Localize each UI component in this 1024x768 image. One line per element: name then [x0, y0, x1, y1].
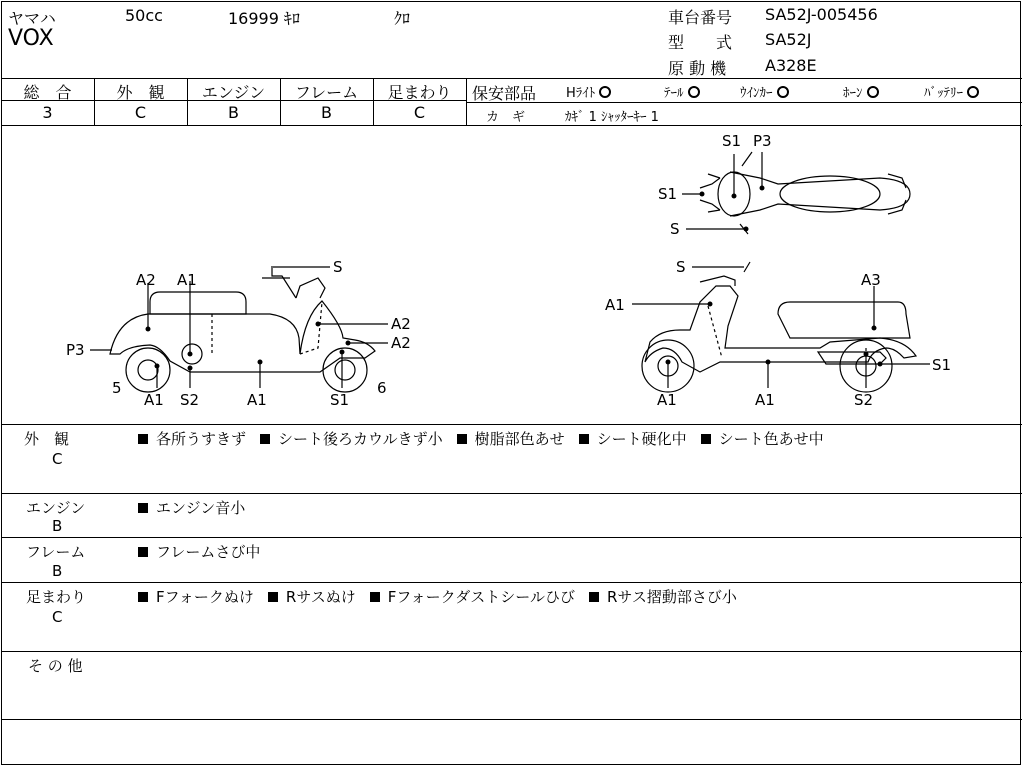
divider — [1, 537, 1022, 538]
ok-circle-icon — [867, 86, 879, 98]
remark-items — [138, 497, 259, 518]
remark-items — [138, 541, 274, 562]
grade-engine-label: エンジン — [201, 83, 266, 102]
safety-item-label: ﾃｰﾙ — [664, 86, 684, 101]
diagram-label: S — [670, 220, 680, 238]
remark-item: シート硬化中 — [579, 430, 687, 448]
diagram-label: A1 — [177, 271, 197, 289]
diagram-label: S1 — [722, 132, 742, 150]
bullet-square-icon — [138, 503, 148, 513]
diagram-label: P3 — [66, 341, 85, 359]
diagram-label: A1 — [605, 296, 625, 314]
scooter-damage-diagram — [0, 126, 1024, 424]
remark-item: シート後ろカウルきず小 — [260, 430, 443, 448]
ok-circle-icon — [599, 86, 611, 98]
grade-overall-value: 3 — [42, 103, 53, 122]
safety-item-winker — [740, 82, 789, 101]
divider — [1, 424, 1022, 425]
diagram-label: S2 — [854, 391, 874, 409]
top-view-scooter — [682, 152, 910, 234]
bullet-square-icon — [138, 592, 148, 602]
grade-exterior-value: C — [134, 103, 147, 122]
safety-item-label: ﾊﾞｯﾃﾘｰ — [924, 86, 963, 101]
bullet-square-icon — [457, 434, 467, 444]
divider — [1, 651, 1022, 652]
diagram-label: S1 — [330, 391, 350, 409]
bullet-square-icon — [138, 434, 148, 444]
diagram-label: A2 — [136, 271, 156, 289]
diagram-label: A3 — [861, 271, 881, 289]
remark-grade: C — [52, 450, 63, 468]
remark-item: シート色あせ中 — [701, 430, 824, 448]
remark-category: 外 観 — [24, 430, 70, 448]
remark-grade: B — [52, 562, 63, 580]
remark-category: エンジン — [26, 499, 86, 517]
bullet-square-icon — [579, 434, 589, 444]
diagram-label: S — [676, 258, 686, 276]
safety-title: 保安部品 — [472, 84, 537, 103]
divider — [1, 78, 1022, 79]
safety-item-headlight — [566, 82, 611, 101]
safety-item-tail — [664, 82, 700, 101]
divider — [1, 719, 1022, 720]
ok-circle-icon — [688, 86, 700, 98]
mileage: 16999 ｷﾛ — [228, 9, 300, 28]
right-side-scooter — [632, 262, 930, 392]
divider — [466, 78, 467, 125]
grade-frame-label: フレーム — [294, 83, 359, 102]
remark-item: 樹脂部色あせ — [457, 430, 565, 448]
ok-circle-icon — [777, 86, 789, 98]
grade-suspension-label: 足まわり — [387, 83, 452, 102]
frame-no-label: 車台番号 — [668, 8, 733, 27]
divider — [1, 493, 1022, 494]
diagram-label: S1 — [932, 356, 952, 374]
maker-name: ヤマハ — [8, 9, 56, 28]
grade-frame-value: B — [321, 103, 332, 122]
bullet-square-icon — [138, 547, 148, 557]
diagram-label: A2 — [391, 334, 411, 352]
diagram-label: A1 — [657, 391, 677, 409]
grade-exterior-label: 外 観 — [116, 83, 165, 102]
remark-item: Fフォークぬけ — [138, 588, 254, 606]
diagram-label: A2 — [391, 315, 411, 333]
engine-label: 原 動 機 — [668, 59, 727, 78]
diagram-label: A1 — [144, 391, 164, 409]
bullet-square-icon — [260, 434, 270, 444]
remark-item: Rサスぬけ — [268, 588, 356, 606]
diagram-label: A1 — [247, 391, 267, 409]
grade-engine-value: B — [228, 103, 239, 122]
frame-no-value: SA52J-005456 — [765, 5, 878, 24]
diagram-label: S2 — [180, 391, 200, 409]
key-value: ｶｷﾞ 1 ｼｬｯﾀｰｷｰ 1 — [565, 110, 659, 125]
safety-item-battery — [924, 82, 979, 101]
ok-circle-icon — [967, 86, 979, 98]
bullet-square-icon — [589, 592, 599, 602]
remark-item: フレームさび中 — [138, 543, 260, 561]
grade-overall-label: 総 合 — [23, 83, 72, 102]
diagram-label: 5 — [112, 379, 122, 397]
diagram-label: 6 — [377, 379, 387, 397]
key-label: カ ギ — [486, 110, 526, 125]
remark-items — [138, 586, 751, 607]
diagram-label: S1 — [658, 185, 678, 203]
remark-item: Fフォークダストシールひび — [370, 588, 575, 606]
remark-item: Rサス摺動部さび小 — [589, 588, 737, 606]
remark-category: フレーム — [26, 543, 86, 561]
remark-item: 各所うすきず — [138, 430, 246, 448]
remark-category: そ の 他 — [28, 657, 83, 675]
diagram-label: S — [333, 258, 343, 276]
divider — [1, 582, 1022, 583]
divider — [467, 102, 1022, 103]
displacement: 50cc — [125, 6, 163, 25]
color: ｸﾛ — [394, 9, 411, 28]
grade-suspension-value: C — [413, 103, 426, 122]
bullet-square-icon — [370, 592, 380, 602]
safety-item-label: Hﾗｲﾄ — [566, 86, 596, 101]
engine-value: A328E — [765, 56, 817, 75]
bullet-square-icon — [701, 434, 711, 444]
safety-item-label: ｳｲﾝｶｰ — [740, 86, 773, 101]
diagram-label: P3 — [753, 132, 772, 150]
diagram-label: A1 — [755, 391, 775, 409]
remark-category: 足まわり — [26, 588, 87, 606]
remark-item: エンジン音小 — [138, 499, 245, 517]
left-side-scooter — [90, 266, 388, 392]
type-label: 型 式 — [668, 33, 733, 52]
safety-item-label: ﾎｰﾝ — [843, 86, 863, 101]
bullet-square-icon — [268, 592, 278, 602]
safety-item-horn — [843, 82, 879, 101]
remark-items — [138, 428, 838, 449]
remark-grade: C — [52, 608, 63, 626]
remark-grade: B — [52, 517, 63, 535]
type-value: SA52J — [765, 30, 812, 49]
model-name: VOX — [8, 26, 54, 51]
